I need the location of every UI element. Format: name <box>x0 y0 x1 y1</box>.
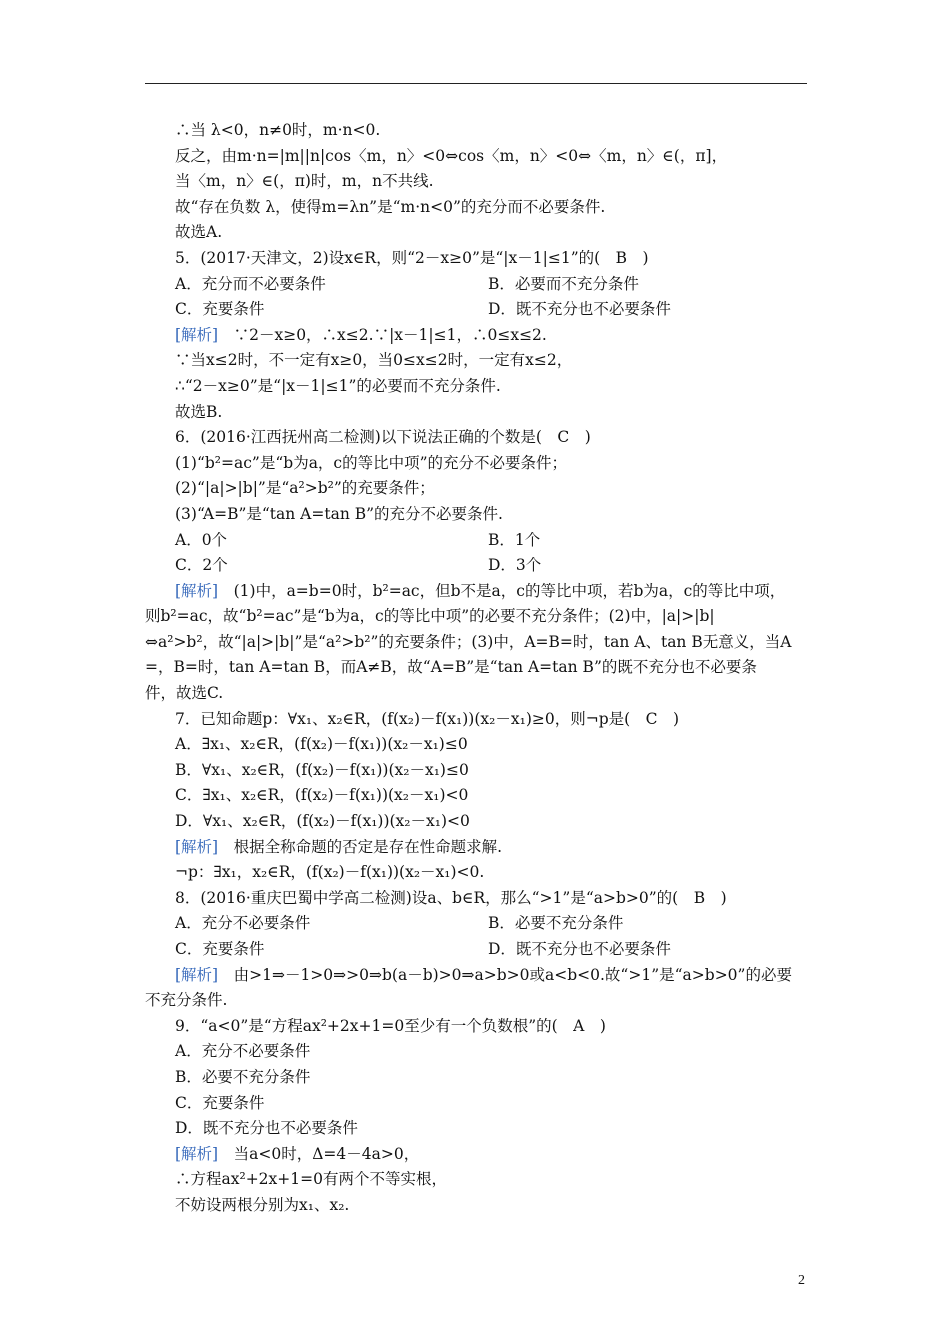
option-row <box>175 297 815 323</box>
option-left: C．充要条件 <box>175 300 265 319</box>
option-row <box>175 937 815 963</box>
option-right: D．既不充分也不必要条件 <box>488 940 671 958</box>
analysis-line <box>175 1142 815 1168</box>
text-line: ∴方程ax²+2x+1=0有两个不等实根， <box>175 1170 447 1189</box>
text-line: B．∀x₁、x₂∈R，(f(x₂)－f(x₁))(x₂－x₁)≤0 <box>175 760 469 779</box>
analysis-tag: [解析] <box>175 965 219 984</box>
text-line: 故选B. <box>175 402 223 421</box>
option-row <box>175 528 815 554</box>
text-line: ¬p：∃x₁，x₂∈R，(f(x₂)－f(x₁))(x₂－x₁)<0. <box>175 863 485 882</box>
analysis-line <box>175 963 815 989</box>
text-line: (3)“A=B”是“tan A=tan B”的充分不必要条件. <box>175 504 503 523</box>
text-line: A．充分不必要条件 <box>175 1042 311 1061</box>
option-right: B．必要而不充分条件 <box>488 274 639 293</box>
analysis-text: 由>1⇒－1>0⇒>0⇒b(a－b)>0⇒a>b>0或a<b<0.故“>1”是“a>b>0”的必要 <box>218 965 792 984</box>
analysis-tag: [解析] <box>175 325 219 344</box>
text-line: 不充分条件. <box>145 991 228 1010</box>
option-left: A．充分而不必要条件 <box>175 274 326 293</box>
page-number: 2 <box>798 1273 805 1288</box>
analysis-tag: [解析] <box>175 1144 219 1163</box>
text-line: ∴“2－x≥0”是“|x－1|≤1”的必要而不充分条件. <box>175 376 501 395</box>
text-line: 故选A. <box>175 223 223 242</box>
option-right: D．既不充分也不必要条件 <box>488 300 671 319</box>
document-body <box>145 118 815 1219</box>
text-line: 7．已知命题p：∀x₁、x₂∈R，(f(x₂)－f(x₁))(x₂－x₁)≥0，则¬p是( C ) <box>175 709 680 728</box>
text-line: 当〈m，n〉∈(，π)时，m，n不共线. <box>175 172 434 191</box>
analysis-line <box>175 579 815 605</box>
analysis-text: ∵2－x≥0，∴x≤2.∵|x－1|≤1，∴0≤x≤2. <box>218 325 547 344</box>
option-right: B．必要不充分条件 <box>488 914 624 933</box>
analysis-tag: [解析] <box>175 581 219 600</box>
text-line: D．∀x₁、x₂∈R，(f(x₂)－f(x₁))(x₂－x₁)<0 <box>175 812 470 831</box>
option-row <box>175 911 815 937</box>
text-line: (2)“|a|>|b|”是“a²>b²”的充要条件； <box>175 479 435 498</box>
analysis-text: 根据全称命题的否定是存在性命题求解. <box>218 837 503 856</box>
header-rule <box>145 83 807 84</box>
option-right: D．3个 <box>488 556 542 575</box>
option-row <box>175 272 815 298</box>
text-line: 8．(2016·重庆巴蜀中学高二检测)设a、b∈R，那么“>1”是“a>b>0”的( B ) <box>175 888 727 907</box>
option-left: C．充要条件 <box>175 940 265 958</box>
text-line: 反之，由m·n=|m||n|cos〈m，n〉<0⇔cos〈m，n〉<0⇔〈m，n〉∈(，π]， <box>175 146 728 165</box>
analysis-text: 当a<0时，Δ=4－4a>0， <box>218 1144 420 1163</box>
text-line: D．既不充分也不必要条件 <box>175 1119 358 1138</box>
text-line: 故“存在负数 λ，使得m=λn”是“m·n<0”的充分而不必要条件. <box>175 197 606 216</box>
analysis-line <box>175 835 815 861</box>
text-line: 件，故选C. <box>145 684 224 703</box>
analysis-line <box>175 323 815 349</box>
analysis-tag: [解析] <box>175 837 219 856</box>
text-line: 则b²=ac，故“b²=ac”是“b为a，c的等比中项”的必要不充分条件；(2)中，|a|>|b| <box>145 607 715 626</box>
text-line: 6．(2016·江西抚州高二检测)以下说法正确的个数是( C ) <box>175 428 591 447</box>
option-left: A．0个 <box>175 530 228 549</box>
text-line: =，B=时，tan A=tan B，而A≠B，故“A=B”是“tan A=tan B”的既不充分也不必要条 <box>145 658 757 677</box>
option-left: A．充分不必要条件 <box>175 914 311 933</box>
text-line: C．充要条件 <box>175 1093 265 1112</box>
text-line: 不妨设两根分别为x₁、x₂. <box>175 1195 350 1214</box>
text-line: 9．“a<0”是“方程ax²+2x+1=0至少有一个负数根”的( A ) <box>175 1016 606 1035</box>
text-line: ∴当 λ<0，n≠0时，m·n<0. <box>175 121 381 139</box>
analysis-text: (1)中，a=b=0时，b²=ac，但b不是a，c的等比中项，若b为a，c的等比中项， <box>218 581 786 600</box>
option-row <box>175 553 815 579</box>
text-line: ⇔a²>b²，故“|a|>|b|”是“a²>b²”的充要条件；(3)中，A=B=时，tan A、tan B无意义，当A <box>145 632 792 651</box>
option-right: B．1个 <box>488 530 541 549</box>
text-line: 5．(2017·天津文，2)设x∈R，则“2－x≥0”是“|x－1|≤1”的( B ) <box>175 248 649 267</box>
text-line: B．必要不充分条件 <box>175 1067 311 1086</box>
text-line: (1)“b²=ac”是“b为a，c的等比中项”的充分不必要条件； <box>175 453 568 472</box>
text-line: A．∃x₁、x₂∈R，(f(x₂)－f(x₁))(x₂－x₁)≤0 <box>175 735 468 754</box>
option-left: C．2个 <box>175 556 228 575</box>
text-line: ∵当x≤2时，不一定有x≥0，当0≤x≤2时，一定有x≤2， <box>175 351 573 370</box>
text-line: C．∃x₁、x₂∈R，(f(x₂)－f(x₁))(x₂－x₁)<0 <box>175 786 469 805</box>
